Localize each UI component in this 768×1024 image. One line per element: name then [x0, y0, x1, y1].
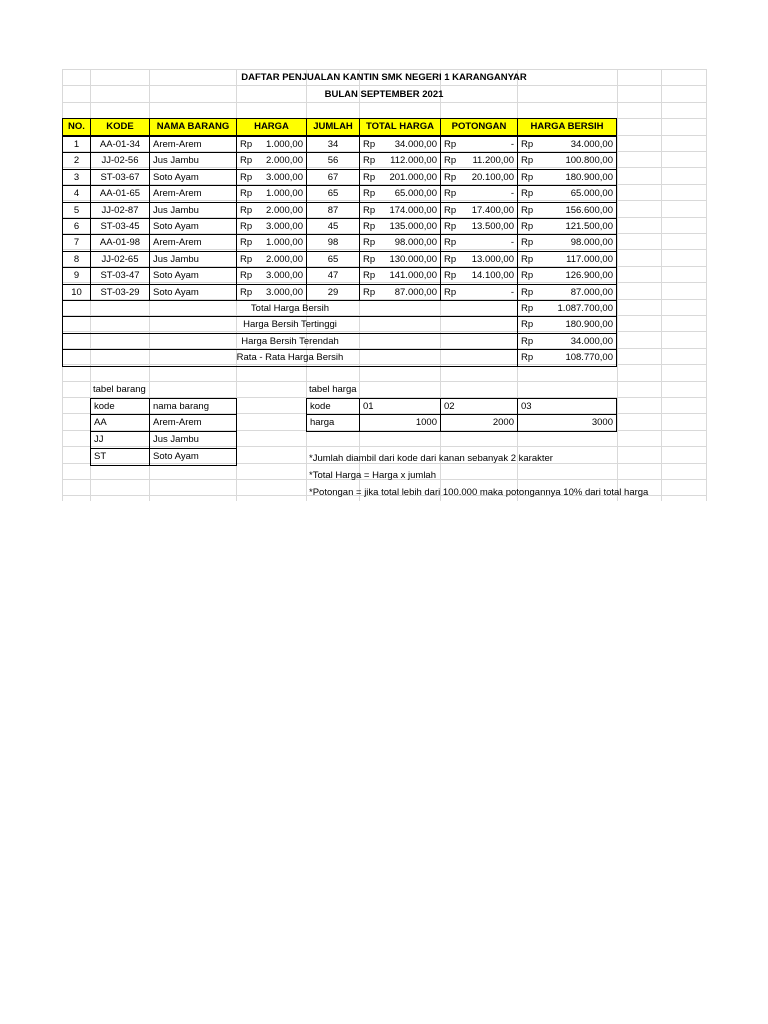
row-total-harga — [359, 185, 441, 202]
header-potongan: POTONGAN — [440, 118, 518, 136]
currency-label: Rp — [240, 188, 253, 200]
amount-value: 1.087.700,00 — [557, 303, 613, 314]
row-potongan — [440, 267, 518, 284]
row-no: 5 — [62, 202, 91, 219]
currency-label: Rp — [521, 155, 534, 167]
currency-label: Rp — [363, 155, 376, 167]
currency-label: Rp — [363, 204, 376, 216]
currency-label: Rp — [444, 171, 457, 183]
row-kode: ST-03-45 — [90, 218, 150, 235]
amount-value: 20.100,00 — [471, 171, 514, 183]
row-nama-barang: Arem-Arem — [149, 234, 237, 251]
tabel-barang-title: tabel barang — [93, 384, 146, 395]
row-nama-barang: Soto Ayam — [149, 218, 237, 235]
amount-value: 100.800,00 — [565, 155, 613, 167]
sheet-subtitle: BULAN SEPTEMBER 2021 — [324, 89, 444, 100]
amount-value: 3.000,00 — [266, 171, 303, 183]
row-nama-barang: Jus Jambu — [149, 251, 237, 268]
row-total-harga — [359, 234, 441, 251]
currency-label: Rp — [363, 253, 376, 265]
row-nama-barang: Jus Jambu — [149, 152, 237, 169]
row-harga-bersih — [517, 218, 617, 235]
note-potongan: *Potongan = jika total lebih dari 100.000 maka potongannya 10% dari total harga — [309, 487, 649, 498]
row-no: 8 — [62, 251, 91, 268]
gridline-horizontal — [62, 85, 706, 86]
currency-label: Rp — [240, 286, 253, 298]
currency-label: Rp — [444, 253, 457, 265]
tabel-barang-nama: Soto Ayam — [149, 448, 237, 466]
row-harga — [236, 284, 307, 301]
currency-label: Rp — [444, 237, 457, 249]
row-jumlah: 87 — [306, 202, 360, 219]
amount-value: - — [510, 139, 514, 150]
currency-label: Rp — [363, 237, 376, 249]
row-kode: JJ-02-87 — [90, 202, 150, 219]
row-kode: AA-01-34 — [90, 136, 150, 153]
summary-label: Harga Bersih Terendah — [62, 333, 518, 350]
amount-value: 2.000,00 — [266, 253, 303, 265]
currency-label: Rp — [521, 221, 534, 232]
tabel-harga-value-01: 1000 — [359, 414, 441, 432]
row-harga — [236, 136, 307, 153]
amount-value: 3.000,00 — [266, 221, 303, 232]
amount-value: 141.000,00 — [389, 270, 437, 282]
row-potongan — [440, 185, 518, 202]
amount-value: 3.000,00 — [266, 270, 303, 282]
amount-value: 108.770,00 — [565, 352, 613, 364]
currency-label: Rp — [444, 204, 457, 216]
row-no: 3 — [62, 169, 91, 186]
amount-value: 13.000,00 — [471, 253, 514, 265]
currency-label: Rp — [521, 237, 534, 249]
row-potongan — [440, 284, 518, 301]
tabel-harga-kode-03: 03 — [517, 398, 617, 415]
gridline-vertical — [661, 69, 662, 501]
row-total-harga — [359, 284, 441, 301]
currency-label: Rp — [521, 352, 534, 364]
sheet-title: DAFTAR PENJUALAN KANTIN SMK NEGERI 1 KARANGANYAR — [241, 72, 527, 83]
amount-value: 34.000,00 — [394, 139, 437, 150]
amount-value: 135.000,00 — [389, 221, 437, 232]
row-total-harga — [359, 218, 441, 235]
row-harga-bersih — [517, 136, 617, 153]
row-harga — [236, 185, 307, 202]
currency-label: Rp — [363, 139, 376, 150]
amount-value: 1.000,00 — [266, 237, 303, 249]
amount-value: 14.100,00 — [471, 270, 514, 282]
row-no: 7 — [62, 234, 91, 251]
amount-value: 3.000,00 — [266, 286, 303, 298]
summary-label: Rata - Rata Harga Bersih — [62, 349, 518, 366]
amount-value: 180.900,00 — [565, 171, 613, 183]
header-harga-bersih: HARGA BERSIH — [517, 118, 617, 136]
currency-label: Rp — [240, 204, 253, 216]
currency-label: Rp — [444, 139, 457, 150]
row-potongan — [440, 152, 518, 169]
row-harga — [236, 169, 307, 186]
row-jumlah: 65 — [306, 185, 360, 202]
row-jumlah: 47 — [306, 267, 360, 284]
row-jumlah: 56 — [306, 152, 360, 169]
row-jumlah: 65 — [306, 251, 360, 268]
amount-value: 2.000,00 — [266, 155, 303, 167]
summary-value — [517, 349, 617, 366]
row-harga-bersih — [517, 152, 617, 169]
row-jumlah: 34 — [306, 136, 360, 153]
summary-label: Total Harga Bersih — [62, 300, 518, 317]
amount-value: - — [510, 188, 514, 200]
currency-label: Rp — [521, 171, 534, 183]
tabel-barang-kode: AA — [90, 414, 150, 432]
header-no: NO. — [62, 118, 91, 136]
amount-value: 2.000,00 — [266, 204, 303, 216]
amount-value: 98.000,00 — [570, 237, 613, 249]
row-potongan — [440, 234, 518, 251]
amount-value: 11.200,00 — [472, 155, 514, 167]
row-no: 10 — [62, 284, 91, 301]
tabel-harga-kode-label: kode — [306, 398, 360, 415]
currency-label: Rp — [521, 253, 534, 265]
row-no: 6 — [62, 218, 91, 235]
row-harga-bersih — [517, 169, 617, 186]
tabel-barang-kode: ST — [90, 448, 150, 466]
tabel-harga-title: tabel harga — [309, 384, 357, 395]
currency-label: Rp — [444, 270, 457, 282]
tabel-barang-kode-header: kode — [90, 398, 150, 415]
row-no: 4 — [62, 185, 91, 202]
row-kode: ST-03-47 — [90, 267, 150, 284]
row-potongan — [440, 218, 518, 235]
amount-value: 117.000,00 — [566, 253, 613, 265]
row-total-harga — [359, 136, 441, 153]
tabel-barang-nama: Arem-Arem — [149, 414, 237, 432]
row-kode: AA-01-98 — [90, 234, 150, 251]
row-kode: JJ-02-56 — [90, 152, 150, 169]
row-harga-bersih — [517, 185, 617, 202]
currency-label: Rp — [444, 155, 457, 167]
amount-value: 65.000,00 — [570, 188, 613, 200]
currency-label: Rp — [240, 270, 253, 282]
header-jumlah: JUMLAH — [306, 118, 360, 136]
amount-value: 34.000,00 — [570, 139, 613, 150]
header-kode: KODE — [90, 118, 150, 136]
amount-value: 98.000,00 — [394, 237, 437, 249]
row-jumlah: 98 — [306, 234, 360, 251]
amount-value: 174.000,00 — [389, 204, 437, 216]
summary-label: Harga Bersih Tertinggi — [62, 316, 518, 333]
summary-value — [517, 300, 617, 317]
tabel-harga-value-02: 2000 — [440, 414, 518, 432]
row-jumlah: 29 — [306, 284, 360, 301]
tabel-barang-kode: JJ — [90, 431, 150, 449]
row-harga — [236, 251, 307, 268]
amount-value: 130.000,00 — [389, 253, 437, 265]
row-harga — [236, 267, 307, 284]
summary-value — [517, 333, 617, 350]
row-nama-barang: Soto Ayam — [149, 284, 237, 301]
row-kode: AA-01-65 — [90, 185, 150, 202]
currency-label: Rp — [363, 171, 376, 183]
summary-value — [517, 316, 617, 333]
row-total-harga — [359, 202, 441, 219]
row-no: 2 — [62, 152, 91, 169]
currency-label: Rp — [444, 221, 457, 232]
currency-label: Rp — [363, 188, 376, 200]
amount-value: - — [510, 286, 514, 298]
row-harga-bersih — [517, 234, 617, 251]
currency-label: Rp — [240, 237, 253, 249]
amount-value: 112.000,00 — [390, 155, 437, 167]
currency-label: Rp — [240, 171, 253, 183]
currency-label: Rp — [521, 204, 534, 216]
row-total-harga — [359, 251, 441, 268]
currency-label: Rp — [521, 319, 534, 331]
row-jumlah: 67 — [306, 169, 360, 186]
row-no: 1 — [62, 136, 91, 153]
currency-label: Rp — [363, 286, 376, 298]
tabel-barang-nama: Jus Jambu — [149, 431, 237, 449]
row-harga-bersih — [517, 202, 617, 219]
gridline-vertical — [706, 69, 707, 501]
currency-label: Rp — [521, 270, 534, 282]
row-harga-bersih — [517, 251, 617, 268]
row-kode: JJ-02-65 — [90, 251, 150, 268]
amount-value: 17.400,00 — [471, 204, 514, 216]
amount-value: 87.000,00 — [394, 286, 437, 298]
note-jumlah: *Jumlah diambil dari kode dari kanan sebanyak 2 karakter — [309, 453, 553, 464]
tabel-harga-kode-02: 02 — [440, 398, 518, 415]
currency-label: Rp — [521, 335, 534, 347]
tabel-harga-harga-label: harga — [306, 414, 360, 432]
header-nama-barang: NAMA BARANG — [149, 118, 237, 136]
currency-label: Rp — [240, 253, 253, 265]
row-harga-bersih — [517, 267, 617, 284]
row-potongan — [440, 202, 518, 219]
currency-label: Rp — [363, 221, 376, 232]
currency-label: Rp — [521, 286, 534, 298]
row-jumlah: 45 — [306, 218, 360, 235]
amount-value: 65.000,00 — [394, 188, 437, 200]
row-total-harga — [359, 267, 441, 284]
amount-value: 1.000,00 — [266, 139, 303, 150]
row-harga-bersih — [517, 284, 617, 301]
row-kode: ST-03-29 — [90, 284, 150, 301]
row-nama-barang: Soto Ayam — [149, 267, 237, 284]
currency-label: Rp — [240, 139, 253, 150]
amount-value: 34.000,00 — [570, 335, 613, 347]
currency-label: Rp — [444, 188, 457, 200]
amount-value: 201.000,00 — [389, 171, 437, 183]
currency-label: Rp — [240, 155, 253, 167]
header-harga: HARGA — [236, 118, 307, 136]
header-total-harga: TOTAL HARGA — [359, 118, 441, 136]
currency-label: Rp — [521, 139, 534, 150]
currency-label: Rp — [240, 221, 253, 232]
amount-value: - — [510, 237, 514, 249]
amount-value: 87.000,00 — [570, 286, 613, 298]
row-nama-barang: Arem-Arem — [149, 185, 237, 202]
tabel-harga-value-03: 3000 — [517, 414, 617, 432]
row-harga — [236, 202, 307, 219]
gridline-vertical — [617, 69, 618, 501]
row-harga — [236, 234, 307, 251]
currency-label: Rp — [363, 270, 376, 282]
row-harga — [236, 218, 307, 235]
gridline-horizontal — [62, 102, 706, 103]
amount-value: 126.900,00 — [565, 270, 613, 282]
row-total-harga — [359, 152, 441, 169]
tabel-harga-kode-01: 01 — [359, 398, 441, 415]
currency-label: Rp — [521, 303, 534, 314]
amount-value: 180.900,00 — [565, 319, 613, 331]
row-potongan — [440, 136, 518, 153]
row-harga — [236, 152, 307, 169]
row-nama-barang: Arem-Arem — [149, 136, 237, 153]
tabel-barang-nama-header: nama barang — [149, 398, 237, 415]
amount-value: 13.500,00 — [471, 221, 514, 232]
row-nama-barang: Soto Ayam — [149, 169, 237, 186]
row-kode: ST-03-67 — [90, 169, 150, 186]
row-total-harga — [359, 169, 441, 186]
row-nama-barang: Jus Jambu — [149, 202, 237, 219]
amount-value: 1.000,00 — [266, 188, 303, 200]
amount-value: 121.500,00 — [565, 221, 613, 232]
row-no: 9 — [62, 267, 91, 284]
row-potongan — [440, 169, 518, 186]
currency-label: Rp — [444, 286, 457, 298]
note-total-harga: *Total Harga = Harga x jumlah — [309, 470, 436, 481]
currency-label: Rp — [521, 188, 534, 200]
row-potongan — [440, 251, 518, 268]
amount-value: 156.600,00 — [565, 204, 613, 216]
